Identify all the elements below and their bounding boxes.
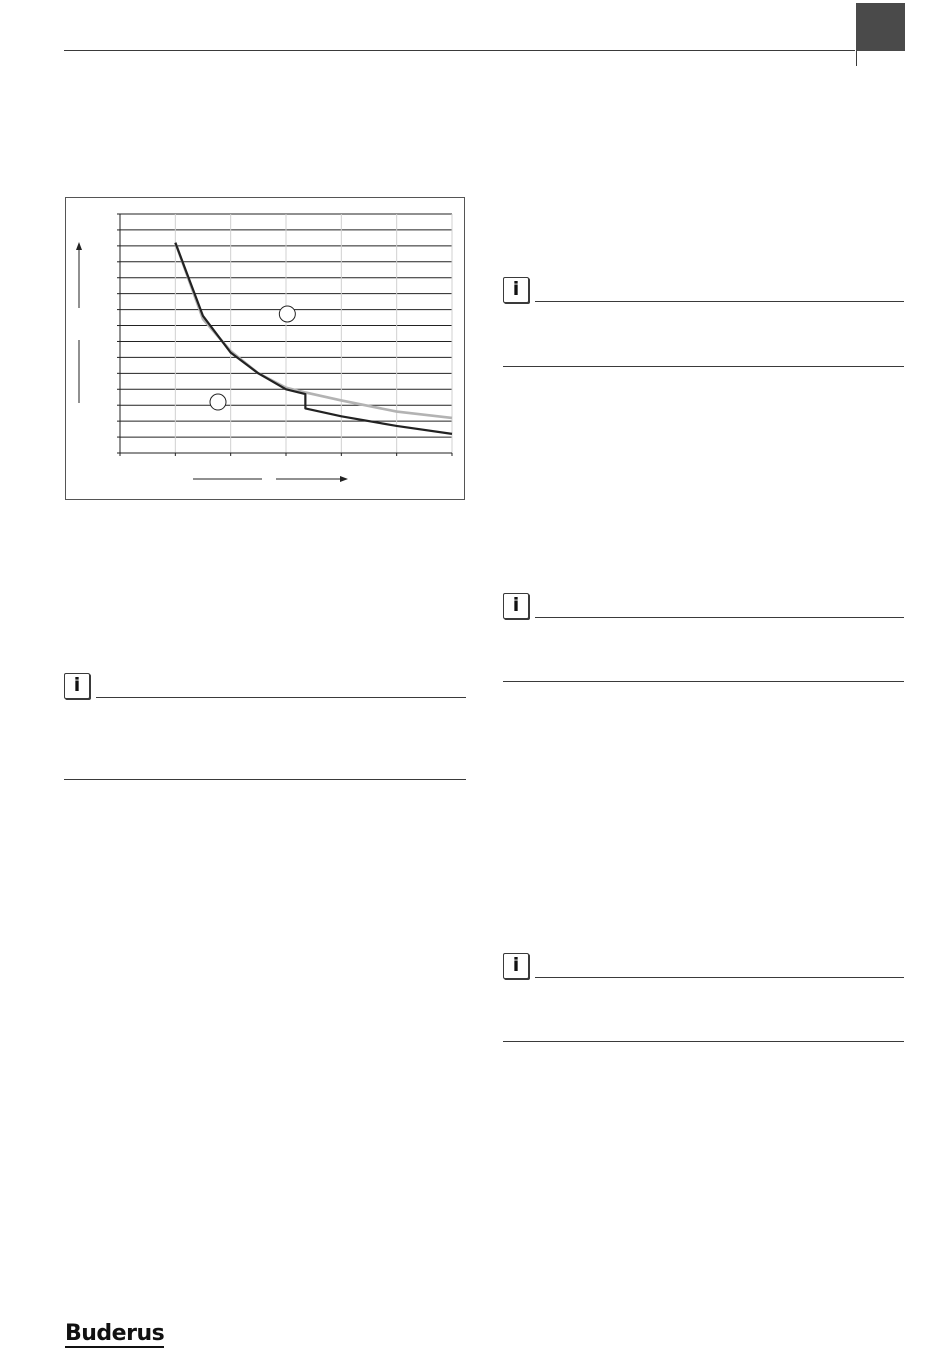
- info-icon: i: [503, 953, 529, 979]
- info-note-2: [503, 277, 904, 372]
- chart-grid: [120, 214, 452, 453]
- info-note-3: [503, 593, 904, 688]
- region-marker-upper: [279, 306, 295, 322]
- info-icon: i: [503, 593, 529, 619]
- header-rule: [64, 50, 855, 51]
- chapter-tab: [856, 3, 905, 51]
- note-rule-bottom: [503, 1041, 904, 1042]
- figure-frame: [65, 197, 465, 500]
- info-note-1: [64, 673, 466, 783]
- brand-underline: [65, 1346, 164, 1348]
- note-rule-bottom: [503, 681, 904, 682]
- x-axis-arrow-head: [340, 476, 348, 482]
- header-tick: [856, 50, 857, 66]
- note-rule-top: [535, 617, 904, 618]
- chart-markers: [210, 306, 295, 410]
- chart-axes: [76, 214, 452, 482]
- brand-name: Buderus: [65, 1321, 165, 1346]
- note-rule-top: [535, 977, 904, 978]
- series-line-light: [175, 243, 452, 418]
- note-rule-top: [535, 301, 904, 302]
- note-rule-bottom: [503, 366, 904, 367]
- region-marker-lower: [210, 394, 226, 410]
- line-chart: [66, 198, 466, 501]
- y-axis-arrow-head: [76, 242, 82, 250]
- info-note-4: [503, 953, 904, 1048]
- note-rule-bottom: [64, 779, 466, 780]
- buderus-logo: [65, 1323, 164, 1345]
- info-icon: i: [503, 277, 529, 303]
- info-icon: i: [64, 673, 90, 699]
- note-rule-top: [96, 697, 466, 698]
